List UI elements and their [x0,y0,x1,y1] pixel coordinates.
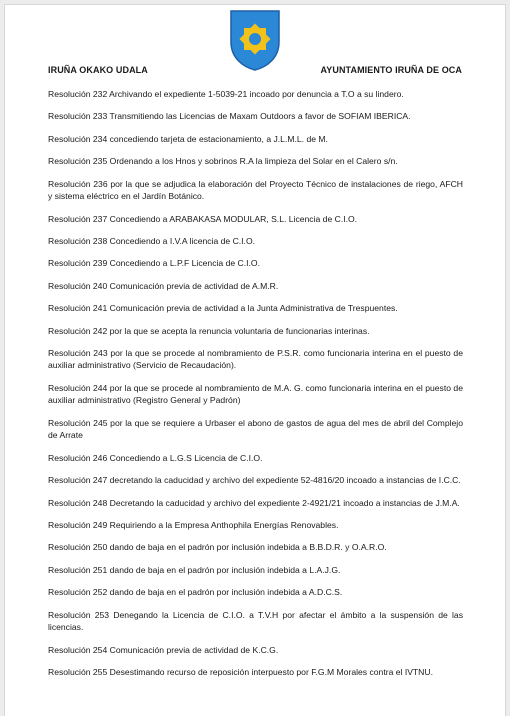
resolution-item: Resolución 240 Comunicación previa de actividad de A.M.R. [48,280,279,291]
resolution-item: Resolución 239 Concediendo a L.P.F Licencia de C.I.O. [48,258,260,269]
resolution-item: Resolución 234 concediendo tarjeta de estacionamiento, a J.L.M.L. de M. [48,133,328,144]
resolution-item: Resolución 252 dando de baja en el padrón por inclusión indebida a A.D.C.S. [48,587,343,598]
resolution-item: Resolución 241 Comunicación previa de actividad a la Junta Administrativa de Trespuentes. [48,303,398,314]
resolution-item: Resolución 253 Denegando la Licencia de C.I.O. a T.V.H por afectar el ámbito a la suspensión de las licencias. [48,609,463,633]
resolution-item: Resolución 244 por la que se procede al nombramiento de M.A. G. como funcionaria interina en el puesto de auxiliar administrativo (Registro General y Padrón) [48,382,463,406]
resolution-list [48,88,463,688]
resolution-item: Resolución 242 por la que se acepta la renuncia voluntaria de funcionarias interinas. [48,325,370,336]
resolution-item: Resolución 251 dando de baja en el padrón por inclusión indebida a L.A.J.G. [48,564,341,575]
resolution-item: Resolución 254 Comunicación previa de actividad de K.C.G. [48,644,279,655]
resolution-item: Resolución 238 Concediendo a I.V.A licencia de C.I.O. [48,235,256,246]
header-basque-name: IRUÑA OKAKO UDALA [48,65,148,75]
resolution-item: Resolución 249 Requiriendo a la Empresa Anthophila Energías Renovables. [48,520,339,531]
resolution-item: Resolución 250 dando de baja en el padrón por inclusión indebida a B.B.D.R. y O.A.R.O. [48,542,387,553]
resolution-item: Resolución 247 decretando la caducidad y archivo del expediente 52-4816/20 incoado a instancias de I.C.C. [48,475,461,486]
resolution-item: Resolución 243 por la que se procede al nombramiento de P.S.R. como funcionaria interina en el puesto de auxiliar administrativo (Servicio de Recaudación). [48,347,463,371]
resolution-item: Resolución 245 por la que se requiere a Urbaser el abono de gastos de agua del mes de abril del Complejo de Arrate [48,417,463,441]
resolution-item: Resolución 237 Concediendo a ARABAKASA MODULAR, S.L. Licencia de C.I.O. [48,213,358,224]
resolution-item: Resolución 232 Archivando el expediente 1-5039-21 incoado por denuncia a T.O a su lindero. [48,89,404,99]
resolution-item: Resolución 236 por la que se adjudica la elaboración del Proyecto Técnico de instalaciones de riego, AFCH y sistema eléctrico en el Jardín Botánico. [48,178,463,202]
resolution-item: Resolución 255 Desestimando recurso de reposición interpuesto por F.G.M Morales contra el IVTNU. [48,666,433,677]
resolution-item: Resolución 246 Concediendo a L.G.S Licencia de C.I.O. [48,452,263,463]
resolution-item: Resolución 235 Ordenando a los Hnos y sobrinos R.A la limpieza del Solar en el Calero s/n. [48,156,398,167]
document-page [4,4,506,716]
resolution-item: Resolución 233 Transmitiendo las Licencias de Maxam Outdoors a favor de SOFIAM IBERICA. [48,111,411,122]
header-spanish-name: AYUNTAMIENTO IRUÑA DE OCA [320,65,462,75]
municipal-crest-icon [227,8,283,72]
resolution-item: Resolución 248 Decretando la caducidad y archivo del expediente 2-4921/21 incoado a instancias de J.M.A. [48,497,460,508]
